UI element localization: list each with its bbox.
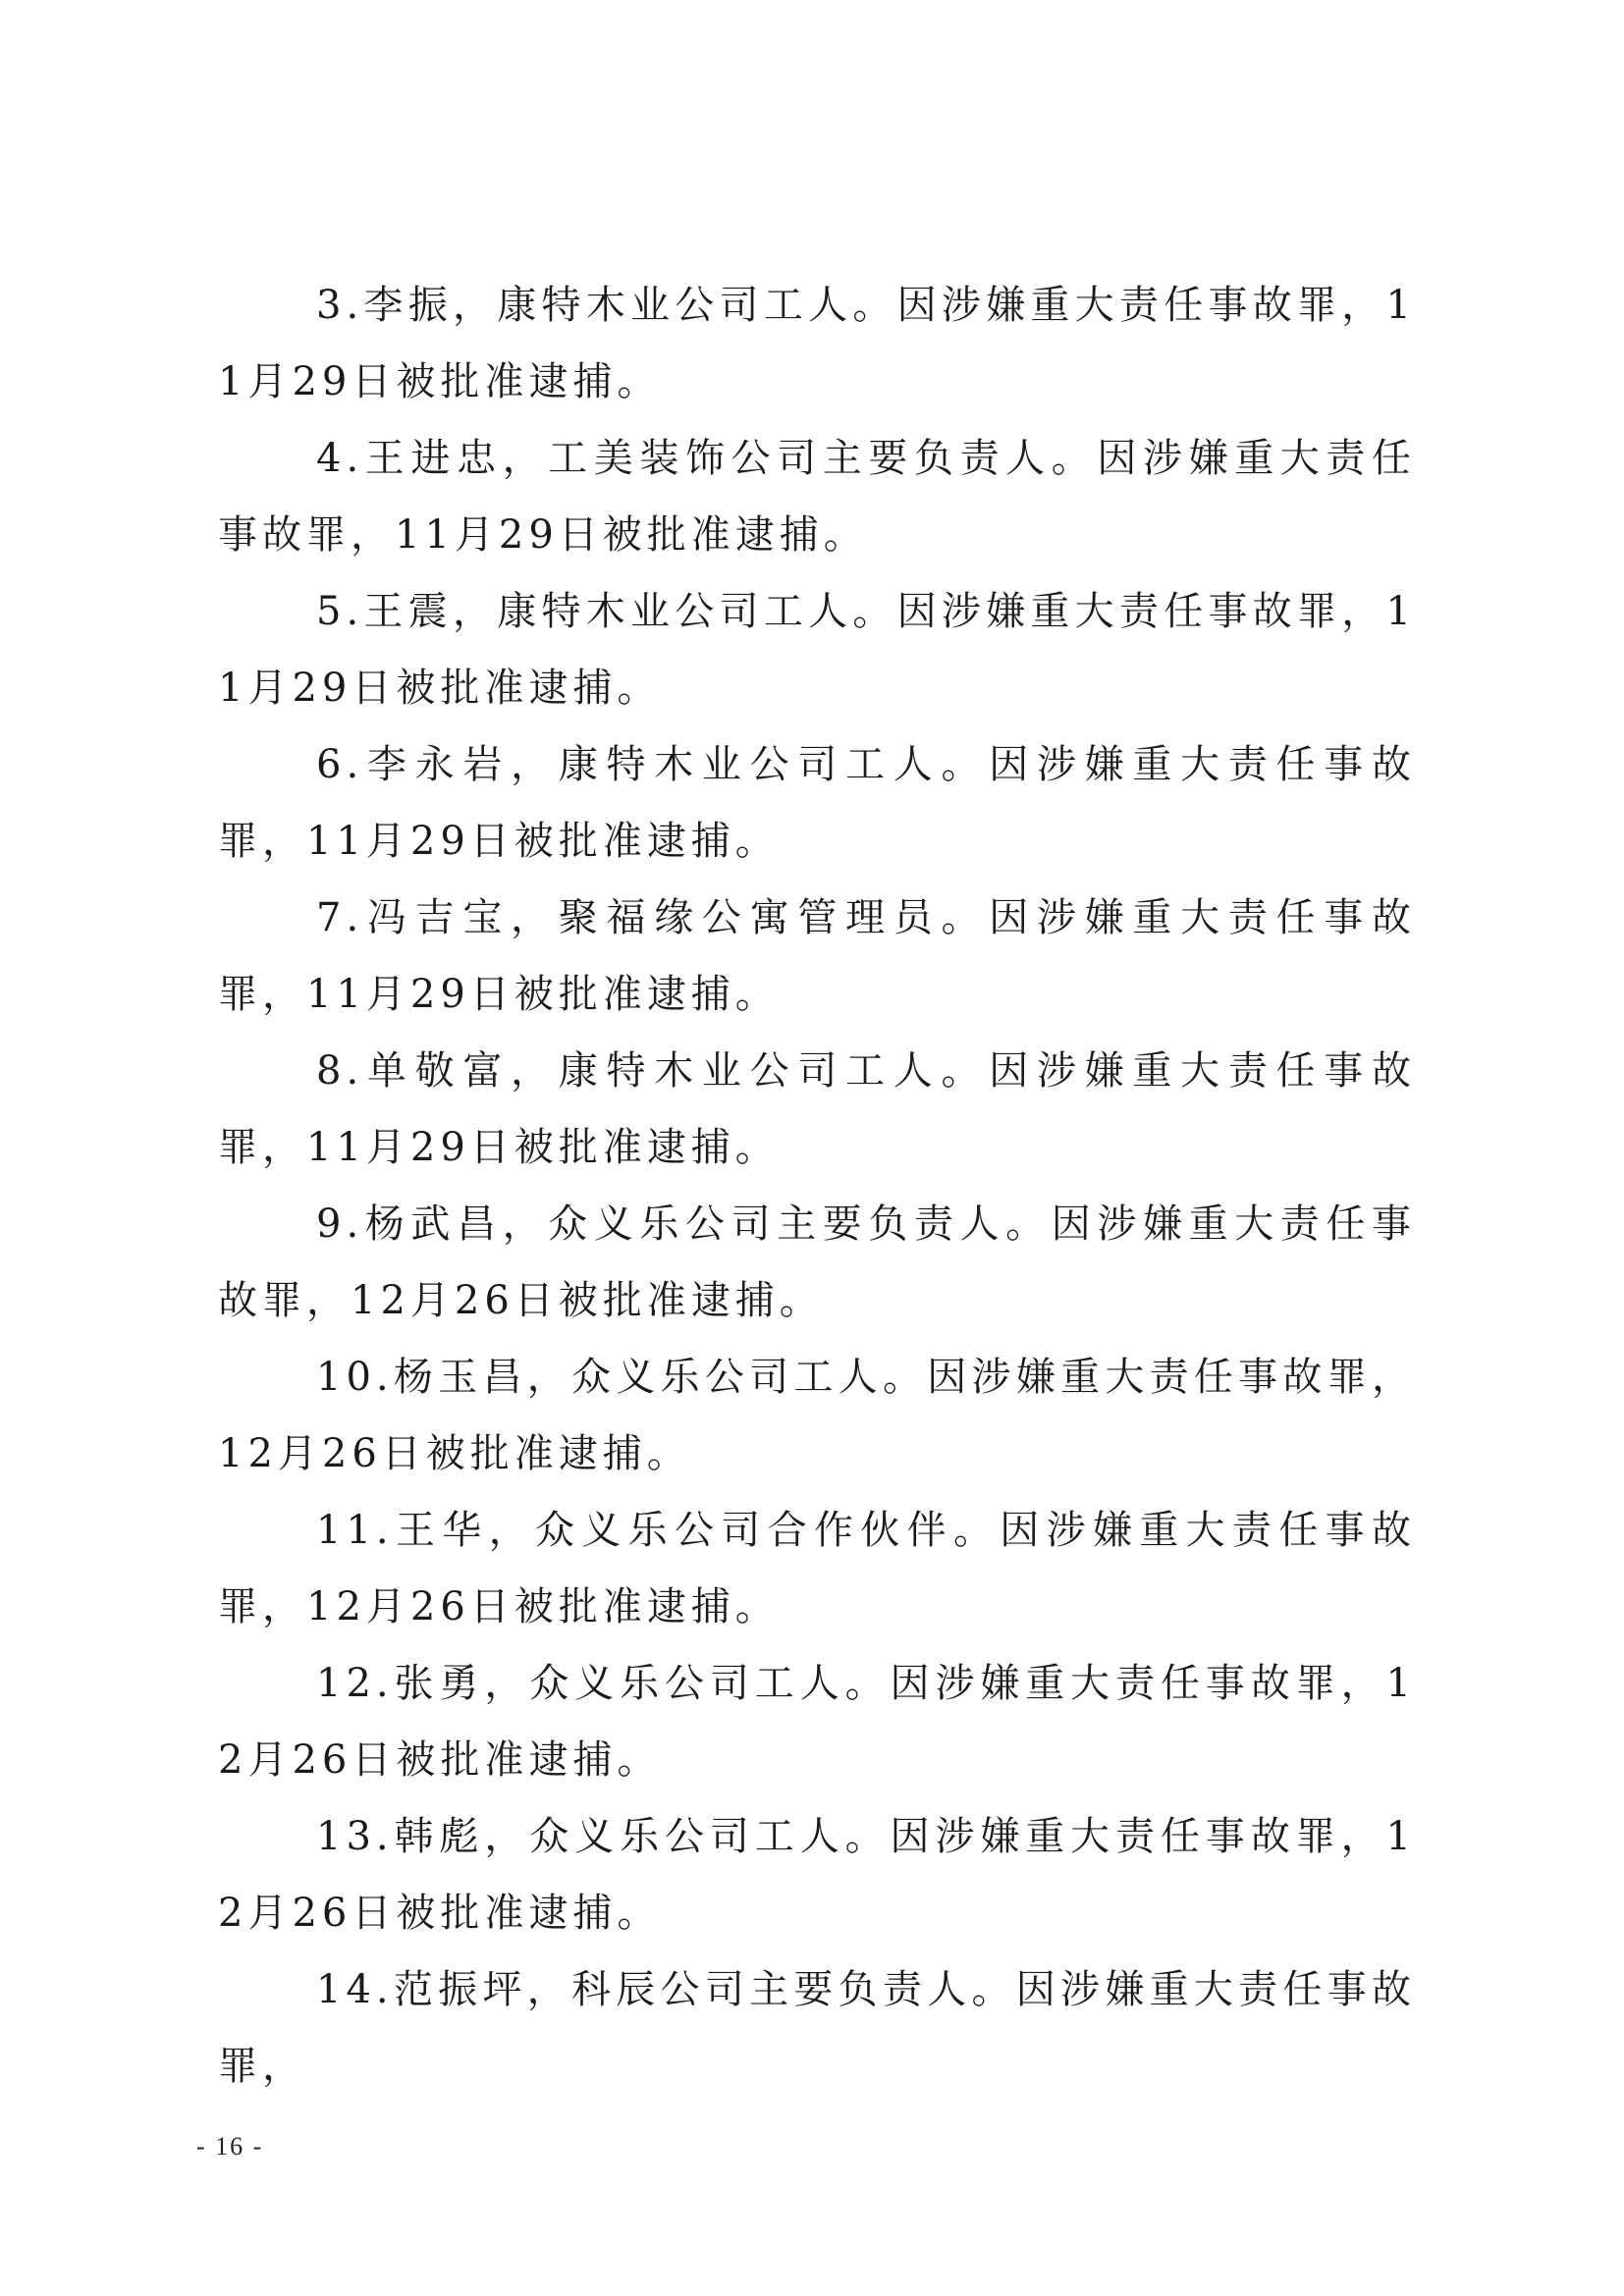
document-body — [218, 267, 1416, 2105]
paragraph-item-8: 8.单敬富，康特木业公司工人。因涉嫌重大责任事故罪，11月29日被批准逮捕。 — [218, 1048, 1416, 1170]
paragraph-item-5: 5.王震，康特木业公司工人。因涉嫌重大责任事故罪，11月29日被批准逮捕。 — [218, 589, 1416, 711]
paragraph-item-13: 13.韩彪，众义乐公司工人。因涉嫌重大责任事故罪，12月26日被批准逮捕。 — [218, 1814, 1416, 1936]
page-number: - 16 - — [196, 2132, 264, 2161]
paragraph-item-4: 4.王进忠，工美装饰公司主要负责人。因涉嫌重大责任事故罪，11月29日被批准逮捕。 — [218, 436, 1416, 558]
paragraph-item-7: 7.冯吉宝，聚福缘公寓管理员。因涉嫌重大责任事故罪，11月29日被批准逮捕。 — [218, 895, 1416, 1017]
paragraph-item-10: 10.杨玉昌，众义乐公司工人。因涉嫌重大责任事故罪，12月26日被批准逮捕。 — [218, 1355, 1416, 1476]
paragraph-item-12: 12.张勇，众义乐公司工人。因涉嫌重大责任事故罪，12月26日被批准逮捕。 — [218, 1661, 1416, 1783]
paragraph-item-3: 3.李振，康特木业公司工人。因涉嫌重大责任事故罪，11月29日被批准逮捕。 — [218, 283, 1416, 404]
paragraph-item-9: 9.杨武昌，众义乐公司主要负责人。因涉嫌重大责任事故罪，12月26日被批准逮捕。 — [218, 1201, 1416, 1323]
paragraph-item-11: 11.王华，众义乐公司合作伙伴。因涉嫌重大责任事故罪，12月26日被批准逮捕。 — [218, 1508, 1416, 1629]
paragraph-item-6: 6.李永岩，康特木业公司工人。因涉嫌重大责任事故罪，11月29日被批准逮捕。 — [218, 742, 1416, 864]
paragraph-item-14: 14.范振坪，科辰公司主要负责人。因涉嫌重大责任事故罪， — [218, 1967, 1416, 2089]
